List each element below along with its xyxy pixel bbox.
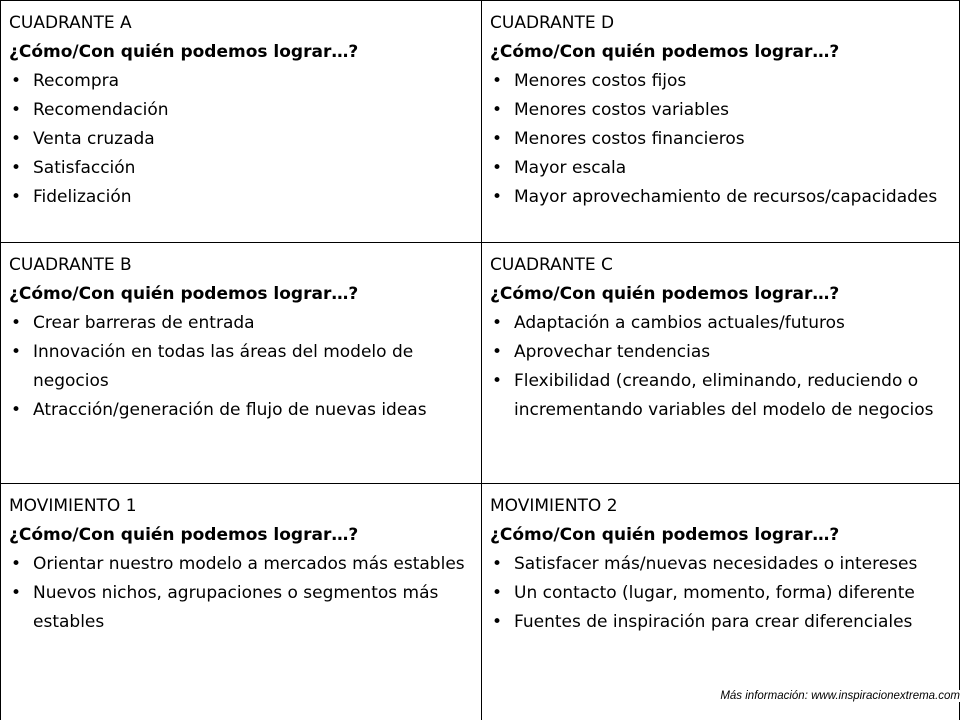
list-item: • Fuentes de inspiración para crear diferenciales [490, 608, 953, 637]
quadrant-b-title: CUADRANTE B [9, 255, 132, 275]
list-item: • Crear barreras de entrada [9, 309, 475, 338]
movimiento-2-list [490, 550, 953, 637]
quadrant-d-list [490, 67, 953, 212]
list-item: • Atracción/generación de flujo de nuevas ideas [9, 396, 475, 425]
movimiento-2-cell [481, 483, 960, 720]
movimiento-1-question: ¿Cómo/Con quién podemos lograr…? [9, 525, 359, 545]
list-item: • Nuevos nichos, agrupaciones o segmentos más estables [9, 579, 475, 637]
quadrant-b-question: ¿Cómo/Con quién podemos lograr…? [9, 284, 359, 304]
quadrant-d-title: CUADRANTE D [490, 13, 615, 33]
list-item: • Un contacto (lugar, momento, forma) diferente [490, 579, 953, 608]
movimiento-1-title: MOVIMIENTO 1 [9, 496, 137, 516]
list-item: • Menores costos variables [490, 96, 953, 125]
quadrant-c-title: CUADRANTE C [490, 255, 613, 275]
list-item: • Flexibilidad (creando, eliminando, reduciendo o incrementando variables del modelo de negocios [490, 367, 953, 425]
quadrant-c-cell [481, 242, 960, 483]
list-item: • Recompra [9, 67, 475, 96]
footer-more-info: Más información: www.inspiracionextrema.com [720, 690, 960, 702]
quadrant-d-question: ¿Cómo/Con quién podemos lograr…? [490, 42, 840, 62]
quadrant-a-cell [0, 0, 481, 242]
list-item: • Orientar nuestro modelo a mercados más estables [9, 550, 475, 579]
list-item: • Venta cruzada [9, 125, 475, 154]
movimiento-2-title: MOVIMIENTO 2 [490, 496, 618, 516]
list-item: • Adaptación a cambios actuales/futuros [490, 309, 953, 338]
list-item: • Fidelización [9, 183, 475, 212]
movimiento-1-list [9, 550, 475, 637]
quadrant-a-title: CUADRANTE A [9, 13, 132, 33]
quadrant-a-question: ¿Cómo/Con quién podemos lograr…? [9, 42, 359, 62]
quadrant-a-list [9, 67, 475, 212]
quadrant-d-cell [481, 0, 960, 242]
list-item: • Satisfacción [9, 154, 475, 183]
list-item: • Menores costos financieros [490, 125, 953, 154]
quadrant-c-list [490, 309, 953, 425]
quadrant-b-list [9, 309, 475, 425]
list-item: • Aprovechar tendencias [490, 338, 953, 367]
list-item: • Recomendación [9, 96, 475, 125]
movimiento-1-cell [0, 483, 481, 720]
quadrant-b-cell [0, 242, 481, 483]
list-item: • Innovación en todas las áreas del modelo de negocios [9, 338, 475, 396]
list-item: • Satisfacer más/nuevas necesidades o intereses [490, 550, 953, 579]
quadrant-c-question: ¿Cómo/Con quién podemos lograr…? [490, 284, 840, 304]
list-item: • Mayor aprovechamiento de recursos/capacidades [490, 183, 953, 212]
movimiento-2-question: ¿Cómo/Con quién podemos lograr…? [490, 525, 840, 545]
list-item: • Mayor escala [490, 154, 953, 183]
list-item: • Menores costos fijos [490, 67, 953, 96]
